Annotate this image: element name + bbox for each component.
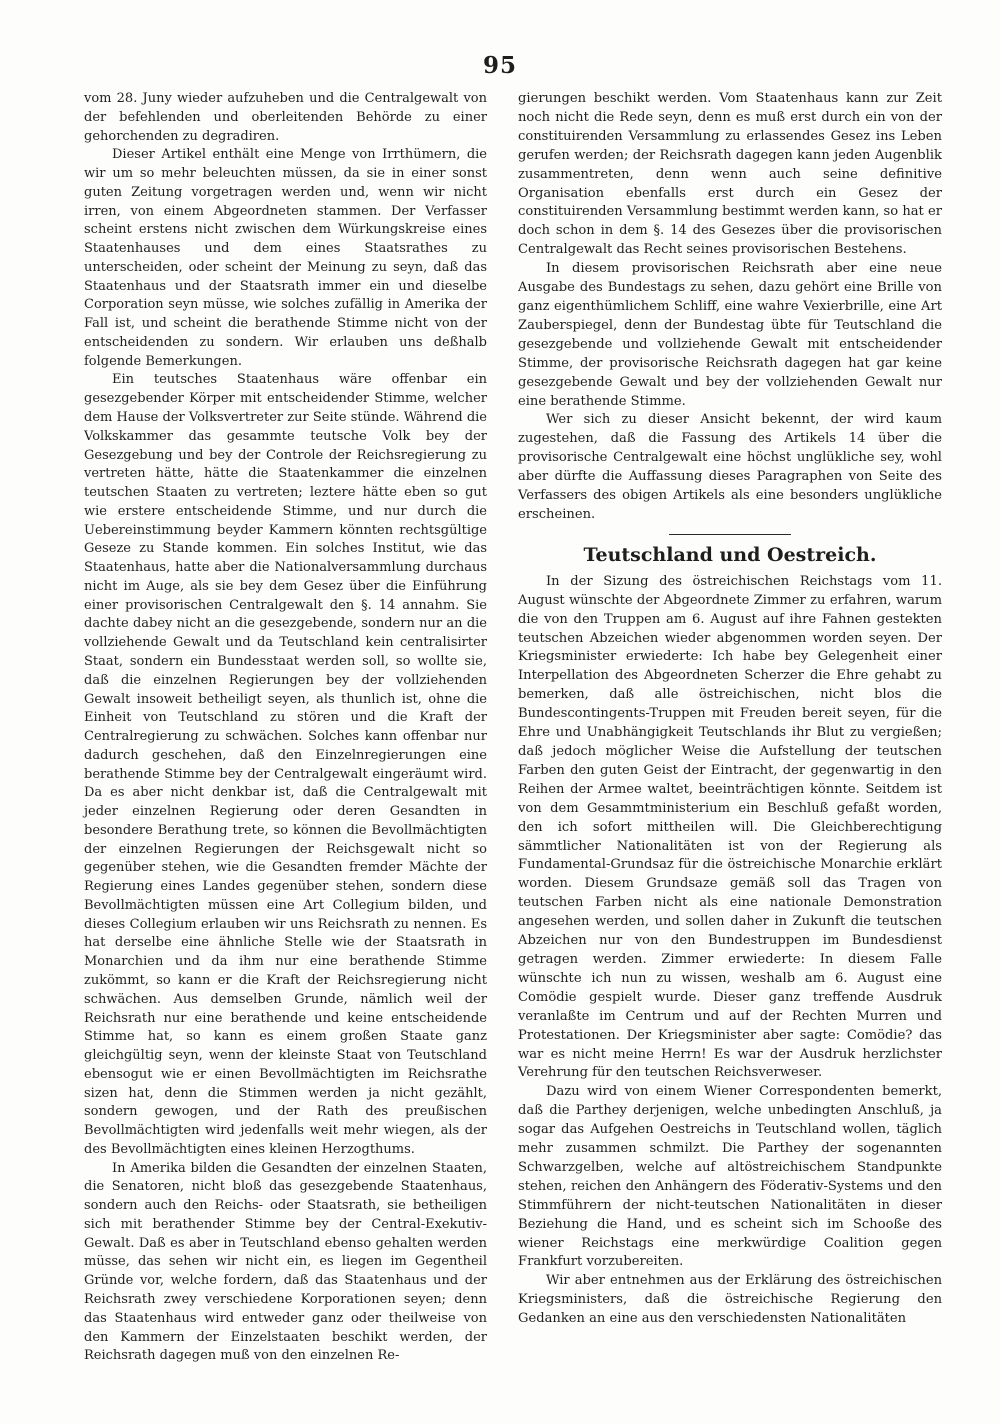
- section-divider: [669, 534, 791, 535]
- left-column: [84, 90, 487, 1366]
- paragraph: In diesem provisorischen Reichsrath aber eine neue Ausgabe des Bundestags zu sehen, dazu gehört eine Brille von ganz eigenthümlichem Schliff, eine wahre Vexierbrille, eine Art Zauberspiegel, denn der Bundestag übte für Teutschland die gesezgebende und vollziehende Gewalt mit entscheidender Stimme, der provisorische Reichsrath dagegen hat gar keine gesezgebende Gewalt und bey der vollziehenden Gewalt nur eine berathende Stimme.: [518, 261, 942, 409]
- paragraph: vom 28. Juny wieder aufzuheben und die Centralgewalt von der befehlenden und oberleitenden Behörde zu einer gehorchenden zu degradiren.: [84, 91, 487, 144]
- paragraph: Wir aber entnehmen aus der Erklärung des östreichischen Kriegsministers, daß die östreichische Regierung den Gedanken an eine aus den verschiedensten Nationalitäten: [518, 1273, 942, 1327]
- paragraph: Dazu wird von einem Wiener Correspondenten bemerkt, daß die Parthey derjenigen, welche unbedingten Anschluß, ja sogar das Aufgehen Oestreichs in Teutschland wollen, täglich mehr zusammen schmilzt. Die Parthey der sogenannten Schwarzgelben, welche auf altöstreichischem Standpunkte stehen, reichen den Anhängern des Föderativ-Systems und den Stimmführern der nicht-teutschen Nationalitäten in dieser Beziehung die Hand, und es scheint sich im Schooße des wiener Reichstags eine merkwürdige Coalition gegen Frankfurt vorzubereiten.: [518, 1084, 942, 1270]
- right-column: [518, 90, 942, 1329]
- paragraph: gierungen beschikt werden. Vom Staatenhaus kann zur Zeit noch nicht die Rede seyn, denn es muß erst durch ein von der constituirenden Versammlung zu erlassendes Gesez ins Leben gerufen werden; der Reichsrath dagegen kann jeden Augenblik zusammentreten, denn wenn auch seine definitive Organisation ebenfalls erst durch ein Gesez der constituirenden Versammlung bestimmt werden kann, so hat er doch schon in dem §. 14 des Gesezes über die provisorischen Centralgewalt das Recht seines provisorischen Bestehens.: [518, 91, 942, 258]
- section-heading: Teutschland und Oestreich.: [583, 543, 877, 566]
- paragraph: In Amerika bilden die Gesandten der einzelnen Staaten, die Senatoren, nicht bloß das gesezgebende Staatenhaus, sondern auch den Reichs- oder Staatsrath, sie betheiligen sich mit berathender Stimme bey der Central-Exekutiv-Gewalt. Daß es aber in Teutschland ebenso gehalten werden müsse, das sehen wir nicht ein, es liegen im Gegentheil Gründe vor, welche fordern, daß das Staatenhaus und der Reichsrath zwey verschiedene Korporationen seyen; denn das Staatenhaus wird entweder ganz oder theilweise von den Kammern der Einzelstaaten beschikt werden, der Reichsrath dagegen muß von den einzelnen Re-: [84, 1160, 487, 1364]
- paragraph: Wer sich zu dieser Ansicht bekennt, der wird kaum zugestehen, daß die Fassung des Artikels 14 über die provisorische Centralgewalt eine höchst unglükliche sey, wohl aber dürfte die Auffassung dieses Paragraphen von Seite des Verfassers des obigen Artikels als eine besonders unglükliche erscheinen.: [518, 412, 942, 522]
- paragraph: In der Sizung des östreichischen Reichstags vom 11. August wünschte der Abgeordnete Zimmer zu erfahren, warum die von den Truppen am 6. August auf ihre Fahnen gestekten teutschen Abzeichen wieder abgenommen worden seyen. Der Kriegsminister erwiederte: Ich habe bey Gelegenheit einer Interpellation des Abgeordneten Scherzer die Ehre gehabt zu bemerken, daß alle östreichischen, nicht blos die Bundescontingents-Truppen mit Freuden bereit seyen, für die Ehre und Unabhängigkeit Teutschlands ihr Blut zu vergießen; daß jedoch möglicher Weise die Aufstellung der teutschen Farben den guten Geist der Eintracht, der gegenwartig in den Reihen der Armee waltet, beeinträchtigen könnte. Seitdem ist von dem Gesammtministerium ein Beschluß gefaßt worden, den ich sofort mittheilen will. Die Gleichberechtigung sämmtlicher Nationalitäten ist von der Regierung als Fundamental-Grundsaz für die östreichische Monarchie erklärt worden. Diesem Grundsaze gemäß soll das Tragen von teutschen Farben nicht als eine nationale Demonstration angesehen werden, und sollen daher in Zukunft die teutschen Abzeichen nur von den Bundestruppen im Bundesdienst getragen werden. Zimmer erwiederte: In diesem Falle wünschte ich nun zu wissen, weshalb am 6. August eine Comödie gespielt wurde. Dieser ganz treffende Ausdruk veranlaßte im Centrum und auf der Rechten Murren und Protestationen. Der Kriegsminister aber sagte: Comödie? das war es nicht meine Herrn! Es war der Ausdruk herzlichster Verehrung für den teutschen Reichsverweser.: [518, 573, 942, 1081]
- page-number: 95: [482, 52, 517, 79]
- paragraph: Dieser Artikel enthält eine Menge von Irrthümern, die wir um so mehr beleuchten müssen, da sie in einer sonst guten Zeitung vorgetragen werden und, wenn wir nicht irren, von einem Abgeordneten stammen. Der Verfasser scheint erstens nicht zwischen dem Würkungskreise eines Staatenhauses und dem eines Staatsrathes zu unterscheiden, oder scheint der Meinung zu seyn, daß das Staatenhaus und der Staatsrath immer ein und dieselbe Corporation seyn müsse, wie solches zufällig in Amerika der Fall ist, und scheint die berathende Stimme nicht von der entscheidenden zu sondern. Wir erlauben uns deßhalb folgende Bemerkungen.: [84, 147, 487, 369]
- paragraph: Ein teutsches Staatenhaus wäre offenbar ein gesezgebender Körper mit entscheidender Stimme, welcher dem Hause der Volksvertreter zur Seite stünde. Während die Volkskammer das gesammte teutsche Volk bey der Gesezgebung und bey der Controle der Reichsregierung zu vertreten hätte, hätte die Staatenkammer die einzelnen teutschen Staaten zu vertreten; leztere hätte eben so gut wie erstere entscheidende Stimme, und nur durch die Uebereinstimmung beyder Kammern könnten rechtsgültige Geseze zu Stande kommen. Ein solches Institut, wie das Staatenhaus, hatte aber die Nationalversammlung durchaus nicht im Auge, als sie bey dem Gesez über die Einführung einer provisorischen Centralgewalt den §. 14 annahm. Sie dachte dabey nicht an die gesezgebende, sondern nur an die vollziehende Gewalt und da Teutschland kein centralisirter Staat, sondern ein Bundesstaat werden soll, so wollte sie, daß die einzelnen Regierungen bey der vollziehenden Gewalt insoweit betheiligt seyen, als thunlich ist, ohne die Einheit von Teutschland zu stören und die Kraft der Centralregierung zu schwächen. Solches kann offenbar nur dadurch geschehen, daß den Einzelnregierungen eine berathende Stimme bey der Centralgewalt eingeräumt wird. Da es aber nicht denkbar ist, daß die Centralgewalt mit jeder einzelnen Regierung oder deren Gesandten in besondere Berathung trete, so können die Bevollmächtigten der einzelnen Regierungen der Reichsgewalt nicht so gegenüber stehen, wie die Gesandten fremder Mächte der Regierung eines Landes gegenüber stehen, sondern diese Bevollmächtigten müssen eine Art Collegium bilden, und dieses Collegium erlauben wir uns Reichsrath zu nennen. Es hat derselbe eine ähnliche Stelle wie der Staatsrath in Monarchien und da ihm nur eine berathende Stimme zukömmt, so kann er die Kraft der Reichsregierung nicht schwächen. Aus demselben Grunde, nämlich weil der Reichsrath nur eine berathende und keine entscheidende Stimme hat, so kann es einem großen Staate ganz gleichgültig seyn, wenn der kleinste Staat von Teutschland ebensogut wie er einen Bevollmächtigten im Reichsrathe sizen hat, denn die Stimmen werden ja nicht gezählt, sondern gewogen, und der Rath des preußischen Bevollmächtigten wird jedenfalls weit mehr wiegen, als der des Bevollmächtigten eines kleinen Herzogthums.: [84, 372, 487, 1157]
